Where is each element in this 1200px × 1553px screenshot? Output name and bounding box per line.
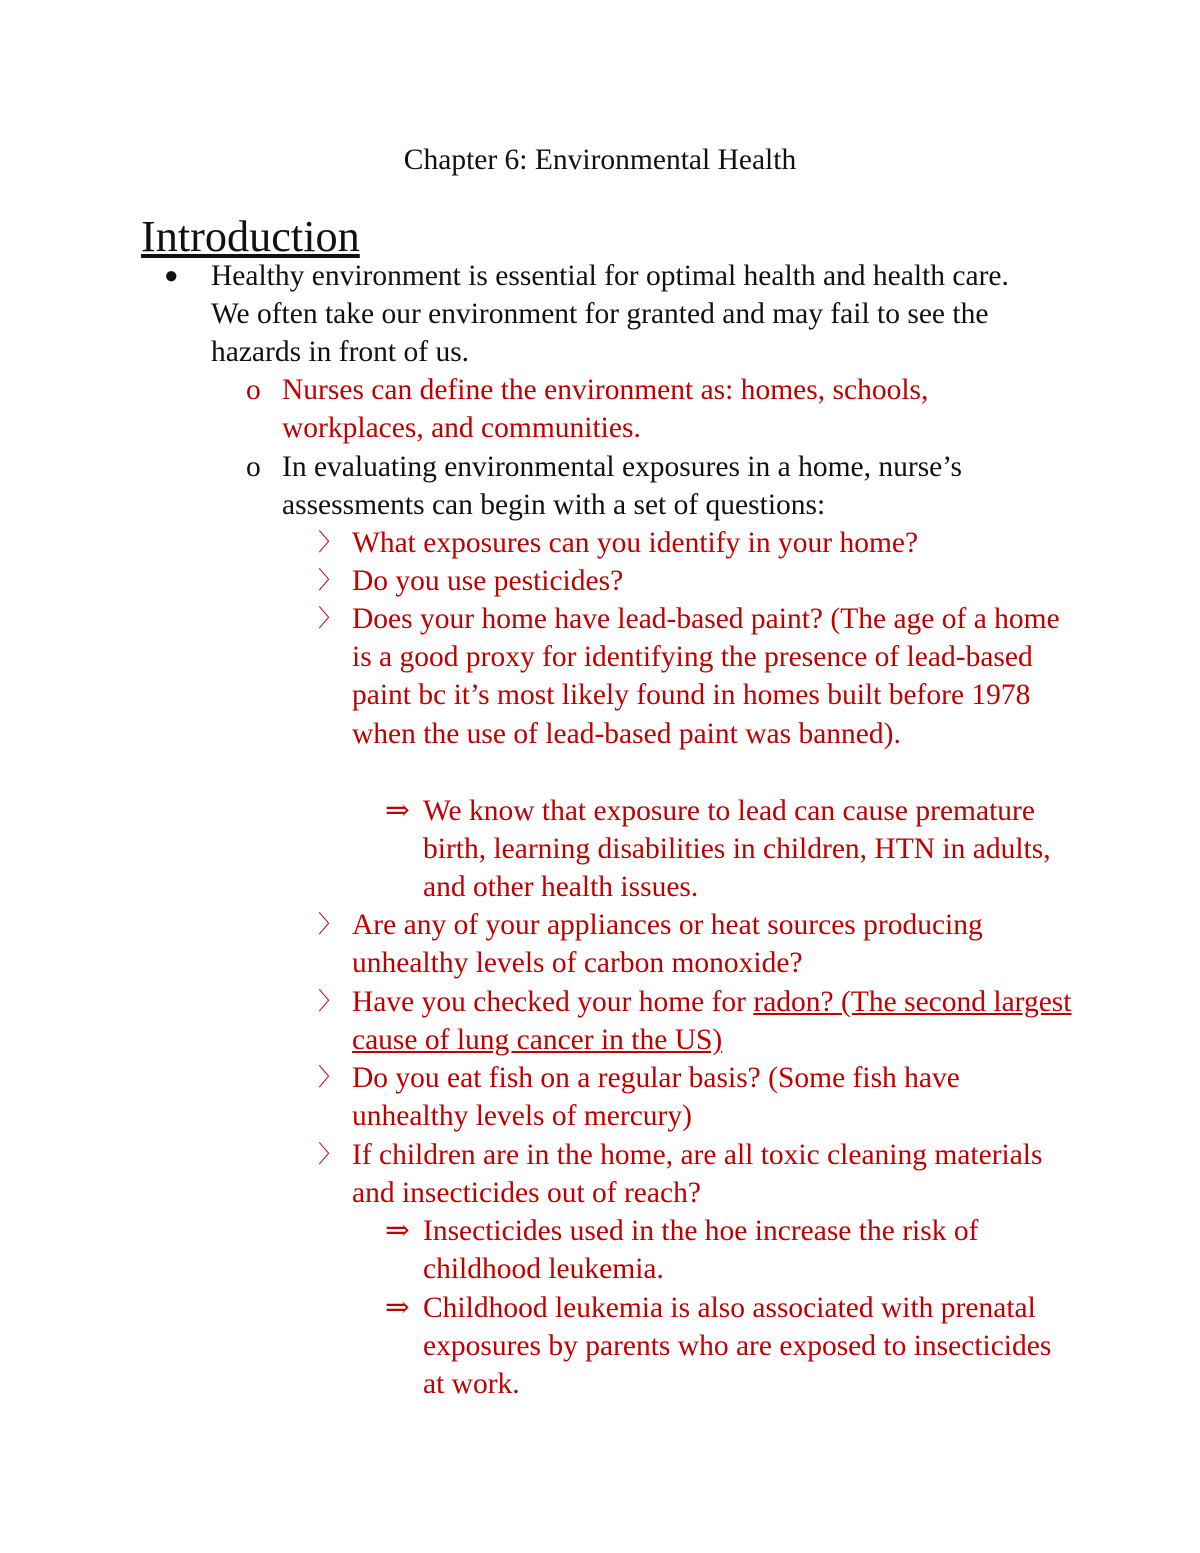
- question-item: [318, 562, 1072, 600]
- note-item: [385, 792, 1073, 907]
- evaluating-text: In evaluating environmental exposures in a home, nurse’s assessments can begin with a set of questions:: [282, 451, 962, 522]
- chevron-right-icon: 〉: [318, 989, 342, 1015]
- note-item: [385, 1289, 1073, 1404]
- chevron-right-icon: 〉: [318, 568, 342, 594]
- define-environment-text: Nurses can define the environment as: homes, schools, workplaces, and communities.: [282, 374, 929, 445]
- note-text: Insecticides used in the hoe increase the risk of childhood leukemia.: [423, 1215, 979, 1286]
- double-arrow-icon: ⇒: [385, 795, 410, 827]
- question-text: Do you eat fish on a regular basis? (Some fish have unhealthy levels of mercury): [352, 1062, 960, 1133]
- question-text-prefix: Have you checked your home for: [352, 986, 754, 1018]
- question-text: What exposures can you identify in your home?: [352, 527, 919, 559]
- question-text-underlined: radon? (The second largest cause of lung cancer in the US): [352, 986, 1072, 1057]
- list-item-intro: [164, 257, 1021, 372]
- list-item-evaluating: [246, 448, 1042, 524]
- sub-bullet-icon: o: [246, 451, 261, 483]
- question-item: [318, 1136, 1072, 1212]
- list-item-define-environment: [246, 371, 1042, 447]
- question-text: Do you use pesticides?: [352, 565, 624, 597]
- question-text: If children are in the home, are all toxic cleaning materials and insecticides out of reach?: [352, 1139, 1043, 1210]
- double-arrow-icon: ⇒: [385, 1292, 410, 1324]
- question-item: [318, 983, 1072, 1059]
- question-text: Are any of your appliances or heat sources producing unhealthy levels of carbon monoxide?: [352, 909, 983, 980]
- note-item: [385, 1212, 1073, 1288]
- question-item: [318, 600, 1072, 753]
- chevron-right-icon: 〉: [318, 530, 342, 556]
- question-text: Does your home have lead-based paint? (The age of a home is a good proxy for identifying the presence of lead-based paint bc it’s most likely found in homes built before 1978 when the use of lead-based paint was banned).: [352, 603, 1060, 750]
- bullet-icon: ●: [164, 263, 179, 289]
- note-text: We know that exposure to lead can cause premature birth, learning disabilities in children, HTN in adults, and other health issues.: [423, 795, 1051, 904]
- section-heading: Introduction: [141, 212, 360, 261]
- chevron-right-icon: 〉: [318, 1065, 342, 1091]
- double-arrow-icon: ⇒: [385, 1215, 410, 1247]
- page-title: Chapter 6: Environmental Health: [403, 144, 797, 176]
- chevron-right-icon: 〉: [318, 912, 342, 938]
- question-item: [318, 524, 1072, 562]
- intro-text: Healthy environment is essential for optimal health and health care. We often take our environment for granted and may fail to see the hazards in front of us.: [211, 260, 1009, 369]
- chevron-right-icon: 〉: [318, 1142, 342, 1168]
- sub-bullet-icon: o: [246, 374, 261, 406]
- chevron-right-icon: 〉: [318, 606, 342, 632]
- question-item: [318, 1059, 1072, 1135]
- note-text: Childhood leukemia is also associated with prenatal exposures by parents who are exposed to insecticides at work.: [423, 1292, 1052, 1401]
- question-item: [318, 906, 1072, 982]
